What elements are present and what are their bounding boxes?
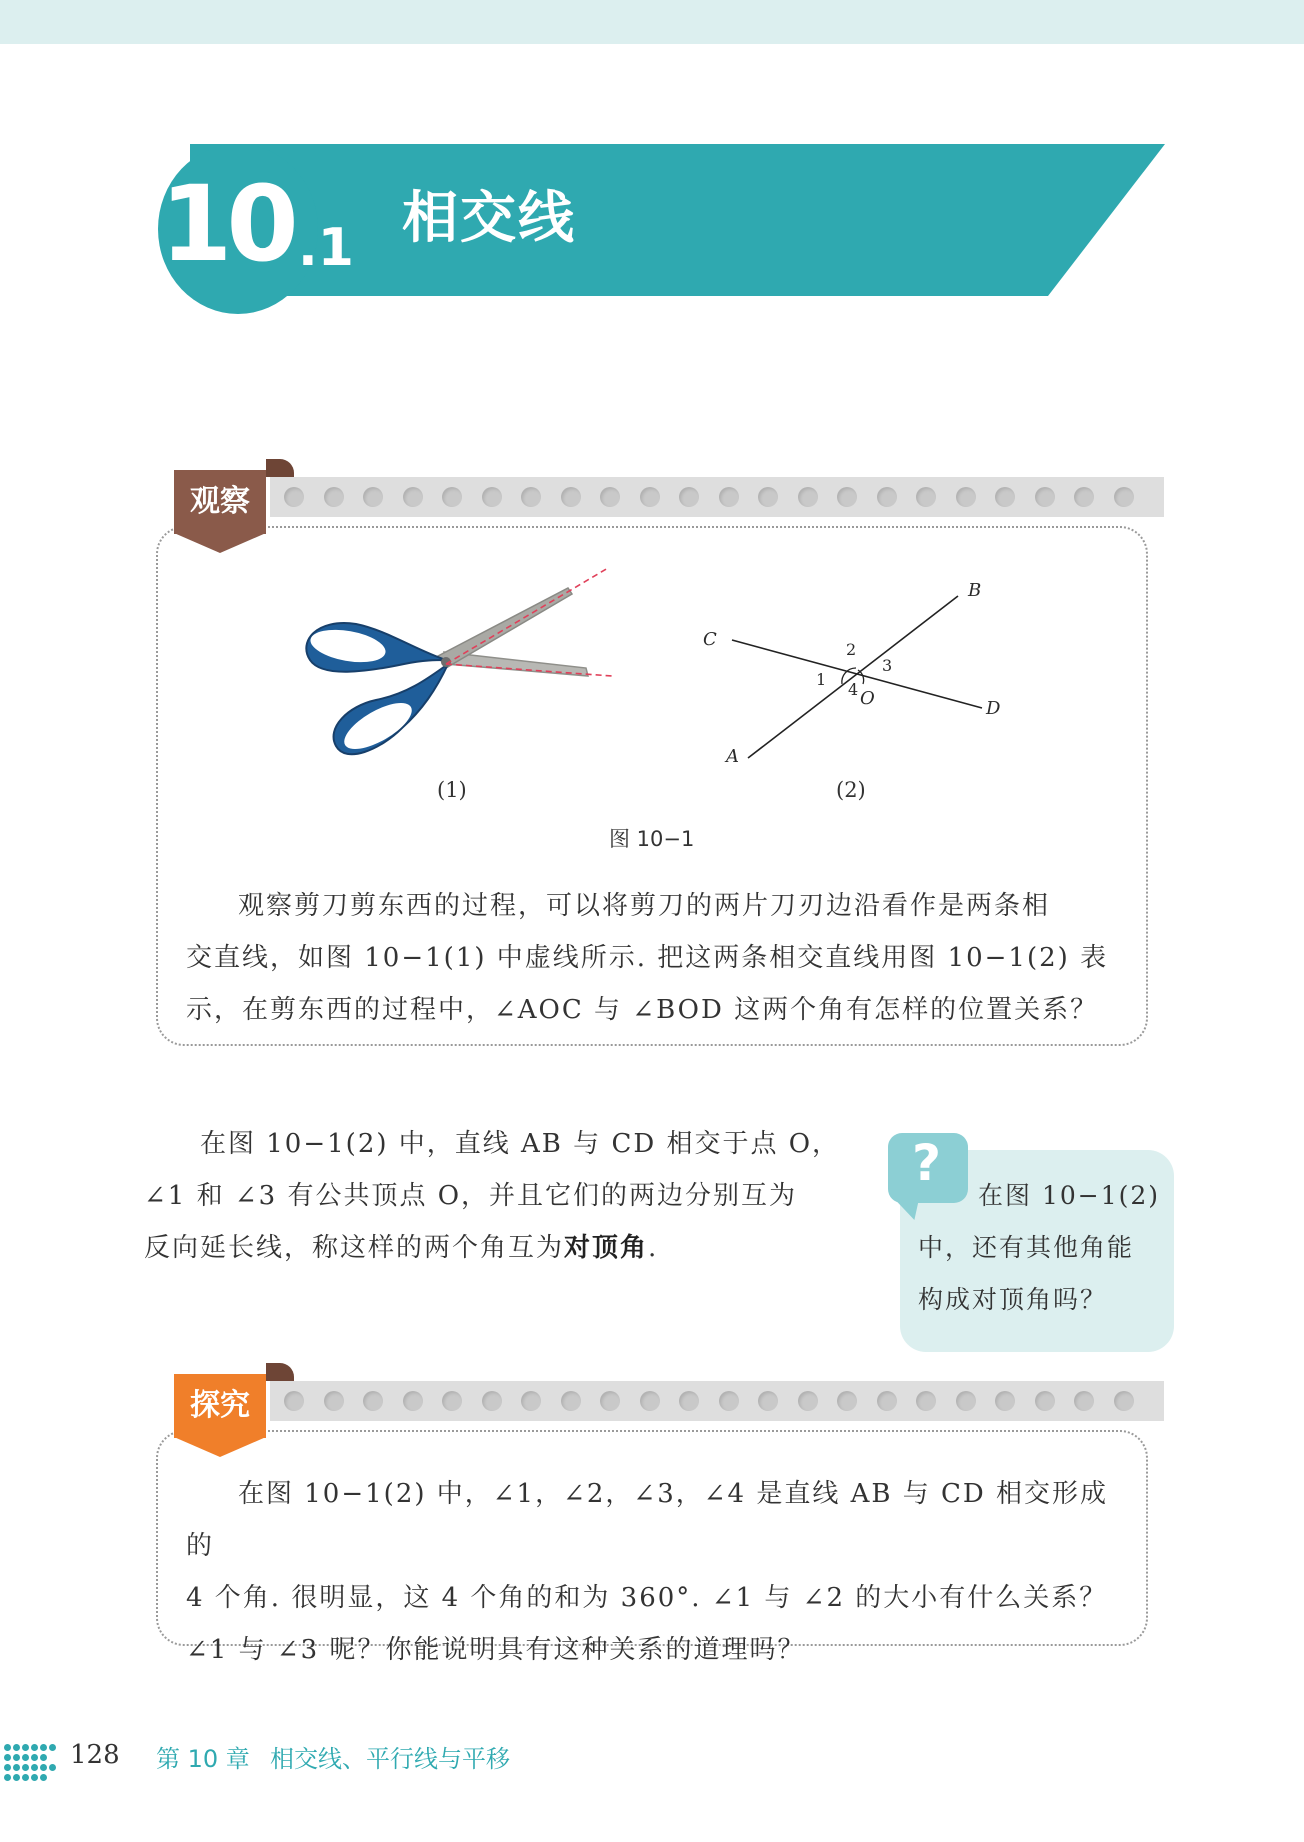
footer-dot: [22, 1764, 29, 1771]
footer-dot: [31, 1754, 38, 1761]
strip-dot: [363, 487, 383, 507]
explore-strip: [270, 1381, 1164, 1421]
label-A: A: [726, 746, 739, 767]
footer-dot: [40, 1754, 47, 1761]
observe-line-3: 示，在剪东西的过程中，∠AOC 与 ∠BOD 这两个角有怎样的位置关系？: [186, 995, 1099, 1025]
top-band: [0, 0, 1304, 44]
observe-tag-tail: [174, 533, 266, 553]
strip-dot: [324, 487, 344, 507]
strip-dot: [916, 487, 936, 507]
definition-paragraph: [144, 1118, 864, 1274]
explore-line-2: 4 个角. 很明显，这 4 个角的和为 360°. ∠1 与 ∠2 的大小有什么关系？: [186, 1583, 1108, 1613]
question-line-1: 在图 10−1(2): [978, 1181, 1161, 1210]
footer-dot: [40, 1744, 47, 1751]
strip-dot: [719, 1391, 739, 1411]
footer-dot: [13, 1744, 20, 1751]
footer-dot: [13, 1764, 20, 1771]
strip-dot: [600, 1391, 620, 1411]
strip-dot: [837, 487, 857, 507]
strip-dot: [324, 1391, 344, 1411]
strip-dot: [1114, 487, 1134, 507]
section-subnumber: .1: [298, 218, 354, 278]
strip-dot: [995, 1391, 1015, 1411]
strip-dot: [521, 1391, 541, 1411]
intersecting-lines-diagram: [692, 570, 1012, 770]
strip-dot: [561, 487, 581, 507]
strip-dot: [956, 487, 976, 507]
strip-dot: [442, 487, 462, 507]
observe-tag: 观察: [174, 470, 266, 534]
footer-dot: [4, 1764, 11, 1771]
strip-dot: [284, 487, 304, 507]
strip-dot: [284, 1391, 304, 1411]
strip-dot: [442, 1391, 462, 1411]
strip-dot: [758, 1391, 778, 1411]
explore-tag-tail: [174, 1437, 266, 1457]
footer-dots-icon: [4, 1740, 60, 1784]
definition-line-3-end: .: [648, 1233, 659, 1263]
footer-dot: [22, 1774, 29, 1781]
explore-line-3: ∠1 与 ∠3 呢？你能说明具有这种关系的道理吗？: [186, 1635, 806, 1665]
strip-dot: [995, 487, 1015, 507]
strip-dot: [719, 487, 739, 507]
footer-dot: [22, 1754, 29, 1761]
observe-paragraph: [186, 880, 1126, 1036]
definition-line-3: [144, 1222, 864, 1274]
strip-dot: [640, 487, 660, 507]
strip-dot: [837, 1391, 857, 1411]
observe-strip: [270, 477, 1164, 517]
footer-chapter: 第 10 章: [156, 1745, 250, 1773]
explore-tag: 探究: [174, 1374, 266, 1438]
observe-tag-curl: [266, 459, 294, 477]
strip-dot: [521, 487, 541, 507]
footer-dot: [31, 1774, 38, 1781]
strip-dot: [798, 487, 818, 507]
strip-dot: [1114, 1391, 1134, 1411]
term-vertical-angles: 对顶角: [564, 1233, 649, 1263]
section-title: 相交线: [402, 186, 576, 251]
label-angle-1: 1: [816, 670, 827, 689]
strip-dot: [1035, 487, 1055, 507]
observe-line-2: 交直线，如图 10−1(1) 中虚线所示. 把这两条相交直线用图 10−1(2) 表: [186, 943, 1109, 973]
strip-dot: [877, 487, 897, 507]
strip-dot: [1074, 1391, 1094, 1411]
strip-dot: [916, 1391, 936, 1411]
strip-dot: [600, 487, 620, 507]
label-angle-3: 3: [882, 656, 893, 675]
footer-dot: [49, 1744, 56, 1751]
footer-dot: [40, 1774, 47, 1781]
strip-dot: [679, 1391, 699, 1411]
footer-dot: [13, 1754, 20, 1761]
strip-dot: [640, 1391, 660, 1411]
explore-line-1: 在图 10−1(2) 中，∠1，∠2，∠3，∠4 是直线 AB 与 CD 相交形成的: [186, 1479, 1109, 1561]
strip-dot: [1035, 1391, 1055, 1411]
page-number: 128: [70, 1740, 120, 1770]
fig-label-2: (2): [836, 778, 866, 802]
strip-dot: [758, 487, 778, 507]
definition-line-3-text: 反向延长线，称这样的两个角互为: [144, 1233, 565, 1263]
definition-line-1: 在图 10−1(2) 中，直线 AB 与 CD 相交于点 O，: [200, 1129, 841, 1159]
label-O: O: [860, 688, 875, 709]
question-line-3: 构成对顶角吗？: [918, 1285, 1108, 1314]
section-number: 10: [160, 163, 293, 285]
strip-dot: [561, 1391, 581, 1411]
question-line-2: 中，还有其他角能: [918, 1233, 1135, 1262]
scissors-image: [296, 560, 636, 770]
footer-dot: [4, 1744, 11, 1751]
strip-dot: [403, 1391, 423, 1411]
observe-line-1: 观察剪刀剪东西的过程，可以将剪刀的两片刀刃边沿看作是两条相: [238, 891, 1051, 921]
question-mark-icon: ?: [912, 1134, 942, 1192]
strip-dot: [956, 1391, 976, 1411]
strip-dot: [363, 1391, 383, 1411]
footer-chapter-title: 相交线、平行线与平移: [270, 1745, 510, 1773]
strip-dot: [679, 487, 699, 507]
footer-dot: [31, 1744, 38, 1751]
strip-dot: [798, 1391, 818, 1411]
footer-dot: [13, 1774, 20, 1781]
strip-dot: [482, 1391, 502, 1411]
footer-dot: [4, 1774, 11, 1781]
question-text: [918, 1170, 1168, 1326]
figure-caption: 图 10−1: [609, 827, 695, 851]
label-D: D: [986, 698, 1001, 719]
footer-dot: [49, 1764, 56, 1771]
label-C: C: [703, 629, 717, 650]
label-angle-2: 2: [846, 640, 857, 659]
footer-dot: [22, 1744, 29, 1751]
footer-dot: [4, 1754, 11, 1761]
footer-dot: [40, 1764, 47, 1771]
strip-dot: [1074, 487, 1094, 507]
footer-dot: [31, 1764, 38, 1771]
strip-dot: [877, 1391, 897, 1411]
explore-tag-curl: [266, 1363, 294, 1381]
label-angle-4: 4: [848, 680, 859, 699]
strip-dot: [482, 487, 502, 507]
label-B: B: [968, 580, 982, 601]
definition-line-2: ∠1 和 ∠3 有公共顶点 O，并且它们的两边分别互为: [144, 1181, 798, 1211]
strip-dot: [403, 487, 423, 507]
explore-paragraph: [186, 1468, 1126, 1676]
fig-label-1: (1): [437, 778, 467, 802]
